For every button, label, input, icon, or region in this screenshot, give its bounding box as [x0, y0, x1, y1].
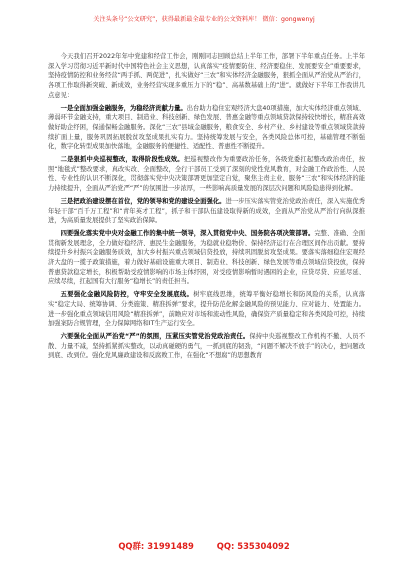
paragraph-2 — [48, 155, 365, 194]
footer-contact — [0, 540, 408, 554]
paragraph-1 — [48, 104, 365, 153]
paragraph-lead: 一是全面加强金融服务，为稳经济贡献力量。 — [60, 104, 187, 112]
paragraph-lead: 三是把政治建设摆在首位，党的领导和党的建设全面强化。 — [60, 197, 226, 205]
footer-qq-group: QQ群: 31991489 — [118, 541, 194, 551]
footer-qq: QQ: 535304092 — [216, 541, 290, 551]
paragraph-text: 今天我们召开2022年年中党建和经营工作会，刚刚同志回顾总结上半年工作，部署下半年重点任务。上半年深入学习贯彻习近平新时代中国特色社会主义思想，认真落实“疫情要防住、经济要稳住、发展要安全”重要要求，坚持疫情防控和业务经营“两手抓、两促进”，扎实做好“三农”和实体经济金融服务，狠抓全面从严治党从严治行，各项工作取得新突破、新成效，业务经营实现多重压力下的“稳”、高基数基础上的“进”。就做好下半年工作我讲几点意见： — [48, 53, 365, 99]
paragraph-text: 进一步压实落实管党治党政治责任，深入实施优秀年轻干部“百千万工程”和“青年英才工程”，抓子和干部队伍建设取得新的成效，全面从严治党从严治行向纵深推进，为高质量发展提供了坚实政治保障。 — [48, 197, 365, 225]
paragraph-lead: 四要强化落实党中央对金融工作的集中统一领导，深入贯彻党中央、国务院各项决策部署。 — [60, 229, 315, 237]
paragraph-lead: 二是狠抓中央巡视整改，取得阶段性成效。 — [60, 156, 184, 164]
paragraph-text: 把巡视整改作为重要政治任务，各级党委扛起整改政治责任，按照“地毯式”整改要求，真改实改、全面整改，全行干部员工受到了深刻的党性党风教育，对金融工作政治性、人民性、专业性的认识不断深化，贯彻落实党中央决策部署更加坚定自觉，聚焦主责主业、服务“三农”和实体经济的能力持续提升，全面从严治党严“严”的氛围进一步浓厚，一些影响高质量发展的深层次问题和风险隐患得到化解。 — [48, 156, 365, 193]
paragraph-intro — [48, 52, 365, 101]
paragraph-lead: 五要强化金融风险防控，守牢安全发展底线。 — [60, 291, 194, 299]
paragraph-3 — [48, 197, 365, 226]
paragraph-text: 保持中央巡视整改工作机构不撤、人员不散、力量不减，坚持抓紧抓实整改，以动真碰硬的勇气，一抓到底的韧劲，“问题不解决不放手”的决心，把问题改到底、改到位。强化党风廉政建设和反腐败工作，在强化“不想腐”的思想教育 — [48, 332, 365, 360]
top-banner — [0, 0, 408, 40]
paragraph-text: 出台助力稳住宏观经济大盘40项措施，加大实体经济重点领域、薄弱环节金融支持，重大项目、制造业、科技创新、绿色发展、普惠金融等重点领域贷款保持较快增长，精准高效做好助企纾困，保通保畅金融服务。深化“三农”县域金融服务，粮食安全、乡村产业、乡村建设等重点领域贷款持续扩面上量，服务巩固拓展脱贫攻坚成果扎实有力。坚持统筹发展与安全，各类风险总体可控，基础管理不断强化，数字化转型成果加快落地，金融服务的便捷性、适配性、普惠性不断提升。 — [48, 104, 365, 151]
banner-text: 关注头条号“公文研究”，获得最新最全最专业的公文资料库！ 微信：gongwenyj — [93, 16, 315, 23]
paragraph-6 — [48, 332, 365, 361]
paragraph-lead: 六要强化全面从严治党“严”的氛围，压紧压实管党治党政治责任。 — [60, 332, 250, 340]
paragraph-4 — [48, 229, 365, 287]
document-body — [48, 52, 365, 532]
paragraph-5 — [48, 290, 365, 329]
paragraph-text: 树牢底线思维，统筹平衡好稳增长和防风险的关系，认真落实“稳定大局、统筹协调、分类施策、精准拆弹”要求，提升防范化解金融风险的预见能力、应对能力、处置能力。进一步强化重点领域信用风险“精准拆弹”，前瞻应对市场和流动性风险，确保资产质量稳定和各类风险可控，持续加强案防合规管理，全力保障网络和IT生产运行安全。 — [48, 291, 365, 328]
paragraph-text: 完整、准确、全面贯彻新发展理念，全力做好稳经济、惠民生金融服务，为稳就业稳物价、保持经济运行在合理区间作出贡献。要持续提升乡村振兴金融服务质效，加大乡村振兴重点领域信贷投放，持续巩固脱贫攻坚成果。要落实落细稳住宏观经济大盘的一揽子政策措施，着力做好基础设施重大项目、制造业、科技创新、绿色发展等重点领域信贷投放，保持普惠贷款稳定增长，积极帮助受疫情影响的市场主体纾困，对受疫情影响暂时遇困的企业，应贷尽贷、应延尽延、应续尽续，扛起国有大行服务“稳增长”的责任担当。 — [48, 229, 365, 286]
